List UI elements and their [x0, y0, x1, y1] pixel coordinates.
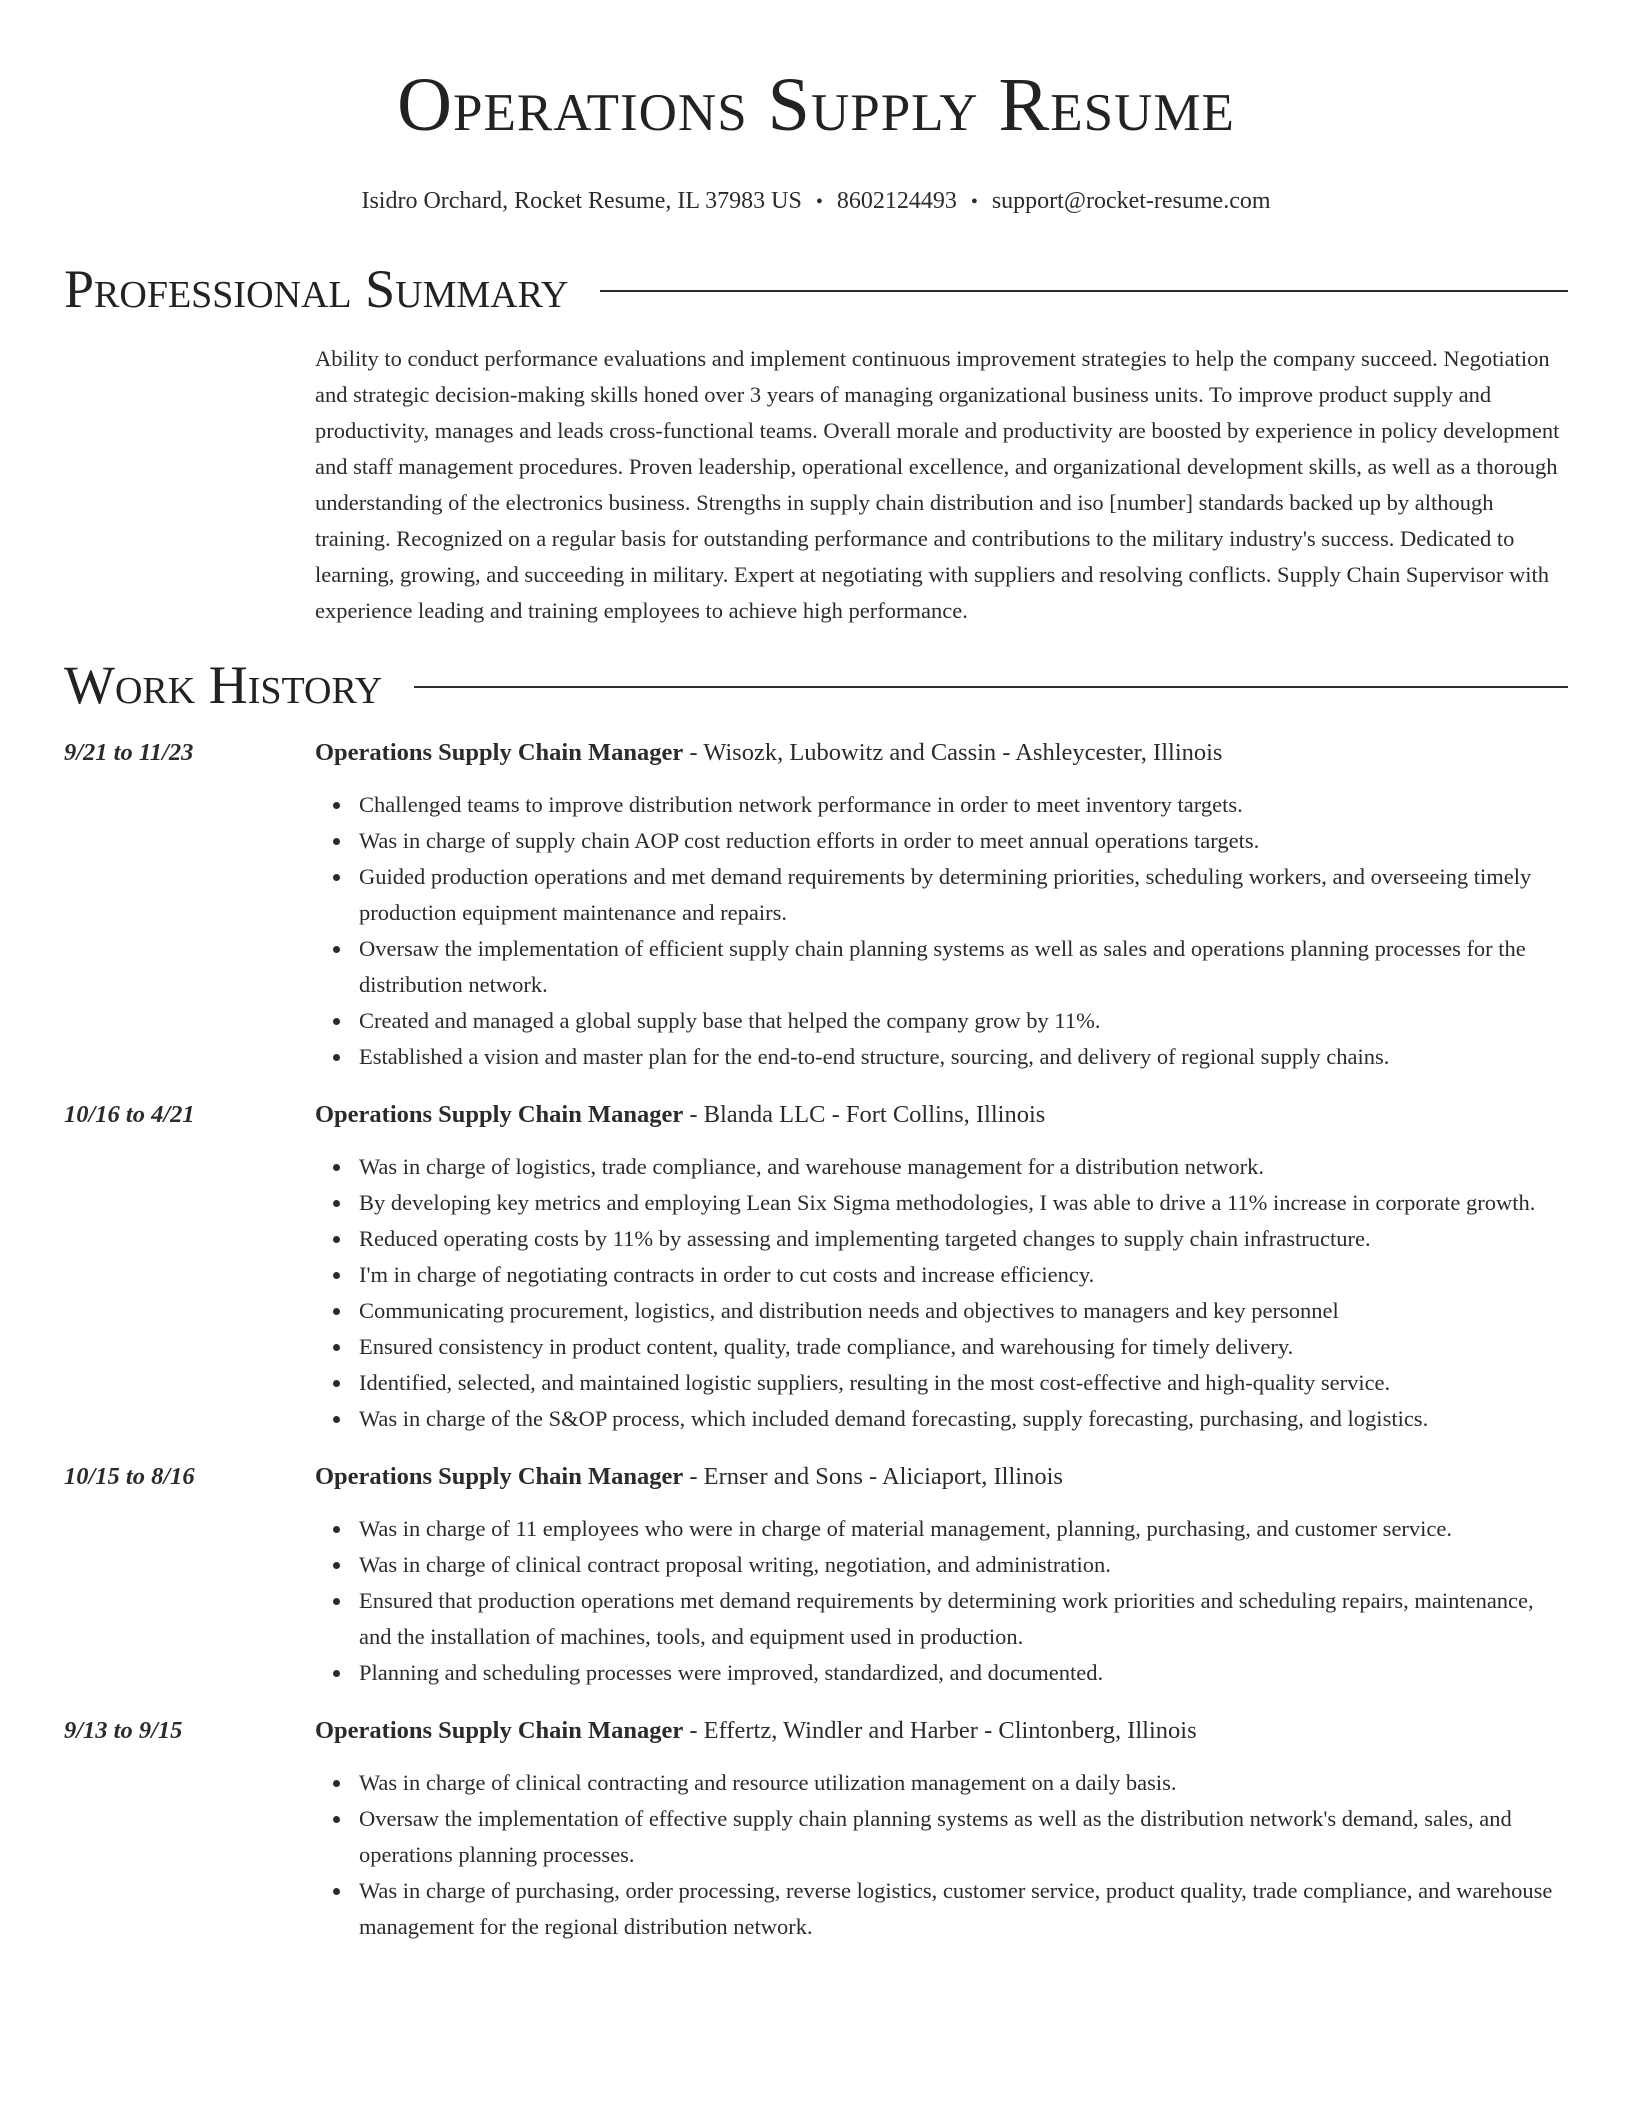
contact-separator: • [970, 191, 978, 213]
job-bullet: Ensured that production operations met demand requirements by determining work priorities and scheduling repairs, maintenance, and the installation of machines, tools, and equipment used in production. [359, 1583, 1568, 1655]
job-bullet: Challenged teams to improve distribution network performance in order to meet inventory targets. [359, 787, 1568, 823]
job-bullet-list [315, 1511, 1568, 1691]
work-history-section-heading [64, 653, 1568, 717]
contact-line [64, 186, 1568, 217]
job-company-location: - Ernser and Sons - Aliciaport, Illinois [683, 1463, 1063, 1490]
job-bullet: Established a vision and master plan for the end-to-end structure, sourcing, and delivery of regional supply chains. [359, 1039, 1568, 1075]
job-title-line [315, 1713, 1568, 1749]
job-entry [64, 735, 1568, 1075]
job-bullet: Was in charge of logistics, trade compliance, and warehouse management for a distribution network. [359, 1149, 1568, 1185]
job-role: Operations Supply Chain Manager [315, 1717, 684, 1744]
job-bullet: Oversaw the implementation of efficient supply chain planning systems as well as sales and operations planning processes for the distribution network. [359, 931, 1568, 1003]
contact-separator: • [815, 191, 823, 213]
summary-section-heading [64, 257, 1568, 321]
summary-heading-text: Professional Summary [64, 259, 569, 319]
job-bullet: Was in charge of clinical contract proposal writing, negotiation, and administration. [359, 1547, 1568, 1583]
work-history-heading-text: Work History [64, 655, 383, 715]
job-bullet: Ensured consistency in product content, quality, trade compliance, and warehousing for timely delivery. [359, 1329, 1568, 1365]
job-role: Operations Supply Chain Manager [315, 1463, 684, 1490]
job-body [315, 1459, 1568, 1691]
job-dates: 9/21 to 11/23 [64, 739, 194, 766]
job-role: Operations Supply Chain Manager [315, 739, 684, 766]
job-company-location: - Blanda LLC - Fort Collins, Illinois [683, 1101, 1046, 1128]
job-title-line [315, 1097, 1568, 1133]
job-bullet: Reduced operating costs by 11% by assessing and implementing targeted changes to supply chain infrastructure. [359, 1221, 1568, 1257]
job-dates: 10/16 to 4/21 [64, 1101, 195, 1128]
job-bullet: Was in charge of 11 employees who were in charge of material management, planning, purchasing, and customer service. [359, 1511, 1568, 1547]
job-entry [64, 1713, 1568, 1945]
job-title-line [315, 1459, 1568, 1495]
section-divider [600, 290, 1568, 292]
job-entry [64, 1459, 1568, 1691]
job-bullet: I'm in charge of negotiating contracts in order to cut costs and increase efficiency. [359, 1257, 1568, 1293]
job-bullet: By developing key metrics and employing Lean Six Sigma methodologies, I was able to drive a 11% increase in corporate growth. [359, 1185, 1568, 1221]
job-bullet: Was in charge of clinical contracting and resource utilization management on a daily basis. [359, 1765, 1568, 1801]
job-body [315, 1097, 1568, 1437]
resume-title: Operations Supply Resume [397, 63, 1235, 147]
job-dates: 10/15 to 8/16 [64, 1463, 195, 1490]
work-history-list [64, 735, 1568, 1945]
contact-address: Isidro Orchard, Rocket Resume, IL 37983 US [361, 188, 802, 214]
job-company-location: - Effertz, Windler and Harber - Clintonberg, Illinois [683, 1717, 1197, 1744]
job-company-location: - Wisozk, Lubowitz and Cassin - Ashleycester, Illinois [683, 739, 1223, 766]
job-bullet: Planning and scheduling processes were improved, standardized, and documented. [359, 1655, 1568, 1691]
job-bullet-list [315, 787, 1568, 1075]
job-entry [64, 1097, 1568, 1437]
job-bullet: Guided production operations and met demand requirements by determining priorities, scheduling workers, and overseeing timely production equipment maintenance and repairs. [359, 859, 1568, 931]
job-body [315, 1713, 1568, 1945]
job-dates: 9/13 to 9/15 [64, 1717, 183, 1744]
contact-phone: 8602124493 [836, 188, 957, 214]
job-bullet-list [315, 1765, 1568, 1945]
contact-email: support@rocket-resume.com [991, 188, 1271, 214]
job-bullet: Oversaw the implementation of effective supply chain planning systems as well as the distribution network's demand, sales, and operations planning processes. [359, 1801, 1568, 1873]
job-bullet-list [315, 1149, 1568, 1437]
job-bullet: Was in charge of the S&OP process, which included demand forecasting, supply forecasting, purchasing, and logistics. [359, 1401, 1568, 1437]
job-bullet: Was in charge of purchasing, order processing, reverse logistics, customer service, product quality, trade compliance, and warehouse management for the regional distribution network. [359, 1873, 1568, 1945]
job-body [315, 735, 1568, 1075]
job-bullet: Identified, selected, and maintained logistic suppliers, resulting in the most cost-effective and high-quality service. [359, 1365, 1568, 1401]
summary-paragraph: Ability to conduct performance evaluations and implement continuous improvement strategies to help the company succeed. Negotiation and strategic decision-making skills honed over 3 years of managing organizational business units. To improve product supply and productivity, manages and leads cross-functional teams. Overall morale and productivity are boosted by experience in policy development and staff management procedures. Proven leadership, operational excellence, and organizational development skills, as well as a thorough understanding of the electronics business. Strengths in supply chain distribution and iso [number] standards backed up by although training. Recognized on a regular basis for outstanding performance and contributions to the military industry's success. Dedicated to learning, growing, and succeeding in military. Expert at negotiating with suppliers and resolving conflicts. Supply Chain Supervisor with experience leading and training employees to achieve high performance. [315, 346, 1560, 623]
job-bullet: Created and managed a global supply base that helped the company grow by 11%. [359, 1003, 1568, 1039]
job-bullet: Was in charge of supply chain AOP cost reduction efforts in order to meet annual operations targets. [359, 823, 1568, 859]
section-divider [414, 686, 1568, 688]
job-title-line [315, 735, 1568, 771]
job-role: Operations Supply Chain Manager [315, 1101, 684, 1128]
job-bullet: Communicating procurement, logistics, and distribution needs and objectives to managers and key personnel [359, 1293, 1568, 1329]
